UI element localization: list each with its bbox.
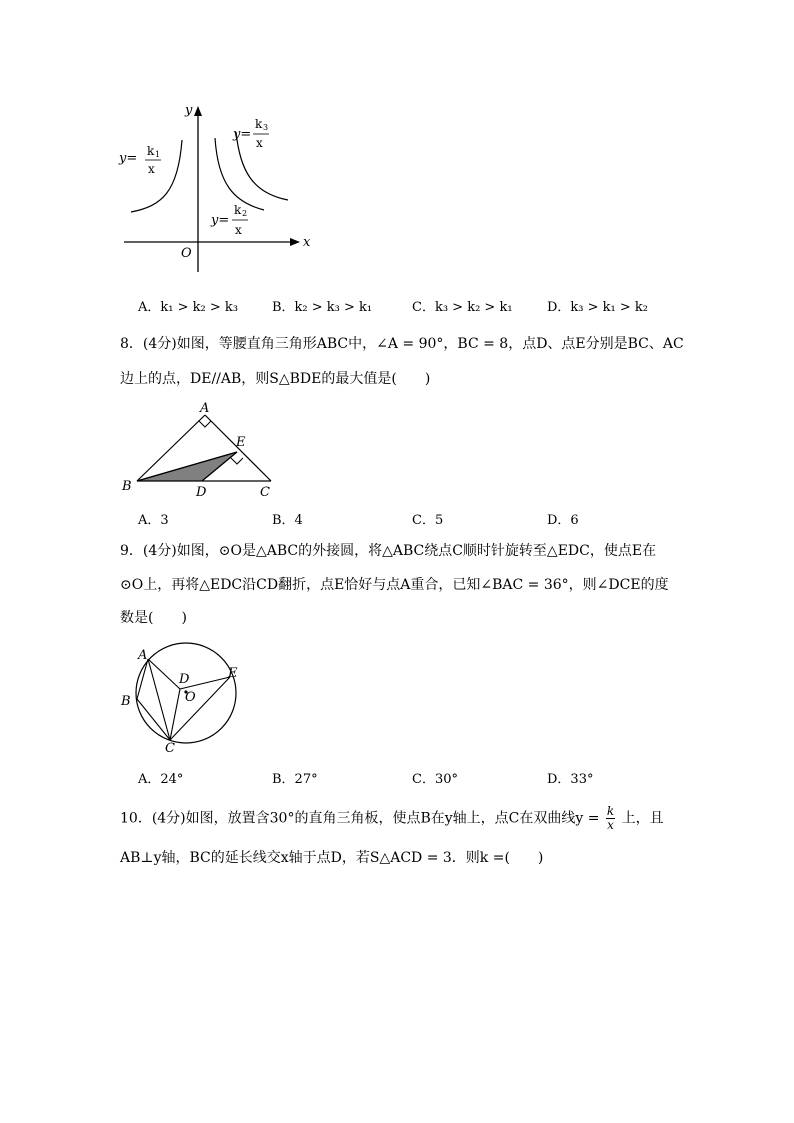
f2-num: k xyxy=(234,203,242,217)
label-e: E xyxy=(228,666,238,681)
q9-option-c: C．30° xyxy=(412,772,458,787)
q10-text-line-1 xyxy=(120,805,664,832)
label-c: C xyxy=(260,485,270,500)
q8-option-c: C．5 xyxy=(412,513,444,528)
q8-option-a: A．3 xyxy=(138,513,169,528)
f3-sub: 3 xyxy=(263,123,269,132)
q8-option-d: D．6 xyxy=(547,513,579,528)
seg-bc xyxy=(137,699,170,740)
q10-fraction xyxy=(606,805,615,832)
f3-lhs: y= xyxy=(233,127,252,142)
q10-fraction-den: x xyxy=(607,818,614,832)
q7-option-a: A．k₁ > k₂ > k₃ xyxy=(138,300,238,315)
label-a: A xyxy=(138,648,148,663)
q7-option-c: C．k₃ > k₂ > k₁ xyxy=(412,300,513,315)
f1-lhs: y= xyxy=(119,151,138,166)
label-a: A xyxy=(200,401,210,416)
label-b: B xyxy=(122,479,132,494)
y-axis-label: y xyxy=(185,103,193,118)
q7-option-b: B．k₂ > k₃ > k₁ xyxy=(272,300,373,315)
f2-sub: 2 xyxy=(242,209,248,218)
f3-num: k xyxy=(255,117,263,131)
q10-line-1-pre: 10．(4分)如图，放置含30°的直角三角板，使点B在y轴上，点C在双曲线y = xyxy=(120,810,600,827)
q9-option-b: B．27° xyxy=(272,772,318,787)
seg-ab xyxy=(137,659,148,699)
origin-label: O xyxy=(181,246,192,261)
label-o: O xyxy=(185,690,196,705)
label-d: D xyxy=(196,485,207,500)
x-axis-label: x xyxy=(303,235,311,250)
q9-text-line-1: 9．(4分)如图，⊙O是△ABC的外接圆，将△ABC绕点C顺时针旋转至△EDC，使点E在 xyxy=(120,543,657,559)
q8-text-line-2: 边上的点，DE//AB，则S△BDE的最大值是( ) xyxy=(120,371,431,387)
label-b: B xyxy=(121,694,131,709)
label-c: C xyxy=(165,741,175,756)
f1-num: k xyxy=(147,144,155,158)
q10-fraction-num: k xyxy=(606,804,615,818)
q10-line-1-post: 上，且 xyxy=(621,810,664,827)
f3-den: x xyxy=(256,136,263,150)
q7-option-d: D．k₃ > k₁ > k₂ xyxy=(547,300,649,315)
q9-option-a: A．24° xyxy=(138,772,184,787)
q8-text-line-1: 8．(4分)如图，等腰直角三角形ABC中，∠A = 90°，BC = 8，点D、点E分别是BC、AC xyxy=(120,336,684,352)
f1-sub: 1 xyxy=(155,150,161,159)
f1-den: x xyxy=(148,162,155,176)
f2-den: x xyxy=(235,223,242,237)
label-e: E xyxy=(236,435,246,450)
seg-dc xyxy=(170,689,180,740)
q9-option-d: D．33° xyxy=(547,772,594,787)
q9-text-line-2: ⊙O上，再将△EDC沿CD翻折，点E恰好与点A重合，已知∠BAC = 36°，则∠DCE的度 xyxy=(120,577,669,593)
q9-text-line-3: 数是( ) xyxy=(120,610,187,626)
f2-lhs: y= xyxy=(211,213,230,228)
q10-text-line-2: AB⊥y轴，BC的延长线交x轴于点D，若S△ACD = 3．则k =( ) xyxy=(120,850,544,866)
label-d: D xyxy=(179,672,190,687)
seg-ac xyxy=(148,659,170,740)
q8-option-b: B．4 xyxy=(272,513,303,528)
seg-ad xyxy=(148,659,180,689)
